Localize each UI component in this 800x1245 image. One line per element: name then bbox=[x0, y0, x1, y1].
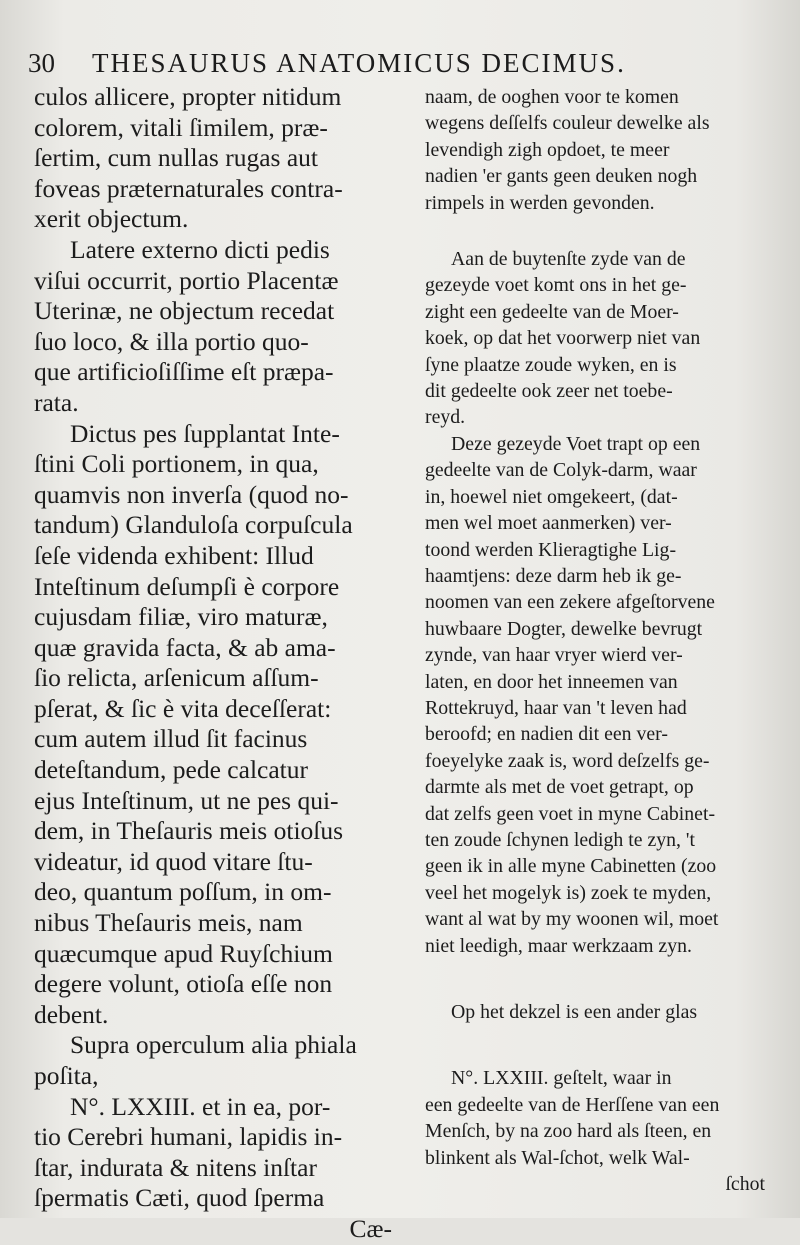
text-line: degere volunt, otioſa eſſe non bbox=[34, 969, 333, 999]
dutch-paragraph-5 bbox=[425, 1065, 767, 1197]
text-line: ejus Inteſtinum, ut ne pes qui- bbox=[34, 785, 339, 815]
text-line: rata. bbox=[34, 387, 79, 417]
text-line: noomen van een zekere afgeſtorvene bbox=[425, 591, 715, 614]
text-line: blinkent als Wal-ſchot, welk Wal- bbox=[425, 1146, 690, 1169]
dutch-paragraph-4 bbox=[425, 999, 767, 1025]
running-title: THESAURUS ANATOMICUS DECIMUS. bbox=[92, 48, 626, 78]
text-line: darmte als met de voet getrapt, op bbox=[425, 776, 694, 799]
latin-paragraph-5 bbox=[34, 1092, 396, 1245]
text-line: ten zoude ſchynen ledigh te zyn, 't bbox=[425, 828, 695, 851]
text-line: levendigh zigh opdoet, te meer bbox=[425, 138, 670, 161]
text-line: Deze gezeyde Voet trapt op een bbox=[451, 432, 701, 455]
text-line: gezeyde voet komt ons in het ge- bbox=[425, 274, 687, 297]
text-line: beroofd; en nadien dit een ver- bbox=[425, 723, 668, 746]
text-line: niet leedigh, maar werkzaam zyn. bbox=[425, 934, 692, 957]
text-line: Inteſtinum deſumpſi è corpore bbox=[34, 571, 340, 601]
text-line: zynde, van haar vryer wierd ver- bbox=[425, 644, 683, 667]
dutch-paragraph-3 bbox=[425, 431, 767, 959]
text-line: Latere externo dicti pedis bbox=[70, 234, 330, 264]
text-line: N°. LXXIII. geſtelt, waar in bbox=[451, 1067, 672, 1090]
latin-paragraph-4 bbox=[34, 1030, 396, 1091]
text-line: ſuo loco, & illa portio quo- bbox=[34, 326, 309, 356]
latin-paragraph-2 bbox=[34, 235, 396, 419]
text-line: videatur, id quod vitare ſtu- bbox=[34, 846, 313, 876]
text-line: pſerat, & ſic è vita deceſſerat: bbox=[34, 693, 332, 723]
text-line: want al wat by my woonen wil, moet bbox=[425, 908, 719, 931]
text-line: ſio relicta, arſenicum aſſum- bbox=[34, 663, 319, 693]
text-line: ſyne plaatze zoude wyken, en is bbox=[425, 353, 677, 376]
text-line: quæ gravida facta, & ab ama- bbox=[34, 632, 336, 662]
text-line: cujusdam filiæ, viro maturæ, bbox=[34, 602, 328, 632]
text-line: naam, de ooghen voor te komen bbox=[425, 86, 679, 108]
text-line: foeyelyke zaak is, word deſzelfs ge- bbox=[425, 749, 710, 772]
text-line: dem, in Theſauris meis otioſus bbox=[34, 816, 344, 846]
text-line: ſpermatis Cæti, quod ſperma bbox=[34, 1183, 325, 1213]
text-line: ſtini Coli portionem, in qua, bbox=[34, 449, 319, 479]
dutch-paragraph-2 bbox=[425, 246, 767, 431]
running-header bbox=[28, 48, 728, 79]
text-line: deteſtandum, pede calcatur bbox=[34, 755, 308, 785]
text-line: Rottekruyd, haar van 't leven had bbox=[425, 696, 687, 719]
text-line: N°. LXXIII. et in ea, por- bbox=[70, 1091, 331, 1121]
text-line: Supra operculum alia phiala bbox=[70, 1030, 357, 1060]
latin-paragraph-1 bbox=[34, 82, 396, 235]
text-line: Dictus pes ſupplantat Inte- bbox=[70, 418, 340, 448]
text-line: quæcumque apud Ruyſchium bbox=[34, 938, 333, 968]
text-line: culos allicere, propter nitidum bbox=[34, 82, 342, 111]
dutch-paragraph-1 bbox=[425, 84, 767, 216]
text-line: laten, en door het inneemen van bbox=[425, 670, 678, 693]
text-line: zight een gedeelte van de Moer- bbox=[425, 300, 679, 323]
text-line: gedeelte van de Colyk-darm, waar bbox=[425, 459, 697, 482]
latin-column bbox=[34, 82, 396, 1245]
text-line: quamvis non inverſa (quod no- bbox=[34, 479, 349, 509]
text-line: reyd. bbox=[425, 406, 466, 429]
text-line: debent. bbox=[34, 999, 109, 1029]
text-line: nadien 'er gants geen deuken nogh bbox=[425, 165, 698, 188]
text-line: Op het dekzel is een ander glas bbox=[451, 1001, 698, 1023]
text-line: tio Cerebri humani, lapidis in- bbox=[34, 1122, 343, 1152]
text-line: nibus Theſauris meis, nam bbox=[34, 908, 303, 938]
text-line: dit gedeelte ook zeer net toebe- bbox=[425, 380, 673, 403]
text-line: viſui occurrit, portio Placentæ bbox=[34, 265, 339, 295]
text-line: deo, quantum poſſum, in om- bbox=[34, 877, 332, 907]
text-line: Aan de buytenſte zyde van de bbox=[451, 248, 686, 271]
text-line: koek, op dat het voorwerp niet van bbox=[425, 327, 701, 350]
text-line: Menſch, by na zoo hard als ſteen, en bbox=[425, 1120, 712, 1143]
text-line: een gedeelte van de Herſſene van een bbox=[425, 1093, 720, 1116]
text-line: tandum) Glanduloſa corpuſcula bbox=[34, 510, 353, 540]
text-line: ſertim, cum nullas rugas aut bbox=[34, 143, 318, 173]
text-line: geen ik in alle myne Cabinetten (zoo bbox=[425, 855, 717, 878]
text-line: in, hoewel niet omgekeert, (dat- bbox=[425, 485, 678, 508]
text-line: men wel moet aanmerken) ver- bbox=[425, 512, 672, 535]
page-number: 30 bbox=[28, 48, 55, 78]
dutch-column bbox=[425, 84, 767, 1197]
text-line: que artificioſiſſime eſt præpa- bbox=[34, 357, 334, 387]
text-line: rimpels in werden gevonden. bbox=[425, 191, 655, 214]
text-line: wegens deſſelfs couleur dewelke als bbox=[425, 112, 710, 135]
text-line: xerit objectum. bbox=[34, 204, 189, 234]
text-line: dat zelfs geen voet in myne Cabinet- bbox=[425, 802, 716, 825]
text-line: ſeſe videnda exhibent: Illud bbox=[34, 540, 314, 570]
text-line: huwbaare Dogter, dewelke bevrugt bbox=[425, 617, 703, 640]
text-line: cum autem illud ſit facinus bbox=[34, 724, 308, 754]
catchword: Cæ- bbox=[349, 1213, 392, 1243]
latin-paragraph-3 bbox=[34, 419, 396, 1031]
text-line: haamtjens: deze darm heb ik ge- bbox=[425, 564, 682, 587]
text-line: veel het mogelyk is) zoek te myden, bbox=[425, 881, 712, 904]
text-line: Uterinæ, ne objectum recedat bbox=[34, 296, 335, 326]
catchword: ſchot bbox=[725, 1173, 765, 1196]
text-line: ſtar, indurata & nitens inſtar bbox=[34, 1152, 317, 1182]
text-line: foveas præternaturales contra- bbox=[34, 173, 343, 203]
text-line: toond werden Klieragtighe Lig- bbox=[425, 538, 677, 561]
text-line: poſita, bbox=[34, 1061, 99, 1090]
text-line: colorem, vitali ſimilem, præ- bbox=[34, 112, 328, 142]
